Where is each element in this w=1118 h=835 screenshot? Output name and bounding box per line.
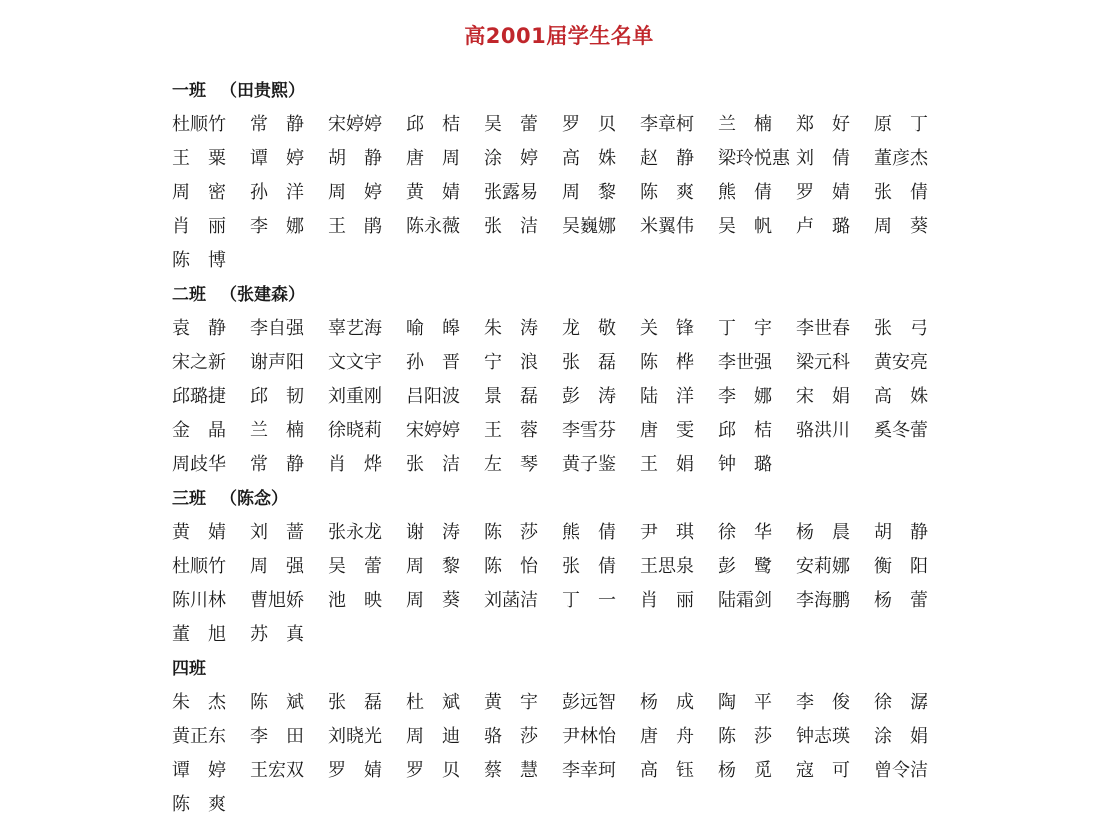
name-row: [172, 176, 972, 210]
name-row: [172, 720, 972, 754]
student-name: 李章柯: [640, 114, 694, 135]
page-title: 高2001届学生名单: [464, 24, 654, 48]
student-name: 周 葵: [406, 590, 460, 611]
student-name: 罗 贝: [562, 114, 616, 135]
student-name: 尹 琪: [640, 522, 694, 543]
student-name: 原 丁: [874, 114, 928, 135]
student-name: 徐 潺: [874, 692, 928, 713]
class-heading: [172, 652, 972, 686]
student-name: 陈 桦: [640, 352, 694, 373]
name-row: [172, 346, 972, 380]
student-name: 文文宇: [328, 352, 382, 373]
student-name: 邱璐捷: [172, 386, 226, 407]
student-name: 宁 浪: [484, 352, 538, 373]
student-name: 罗 婧: [328, 760, 382, 781]
student-name: 宋 娟: [796, 386, 850, 407]
student-name: 高 姝: [562, 148, 616, 169]
student-name: 宋之新: [172, 352, 226, 373]
student-name: 宋婷婷: [328, 114, 382, 135]
student-name: 吴 蕾: [328, 556, 382, 577]
student-name: 黄 宇: [484, 692, 538, 713]
name-row: [172, 108, 972, 142]
name-row: [172, 686, 972, 720]
student-name: 王 娟: [640, 454, 694, 475]
student-name: 钟志瑛: [796, 726, 850, 747]
student-name: 王宏双: [250, 760, 304, 781]
student-name: 孙 洋: [250, 182, 304, 203]
class-heading: [172, 278, 972, 312]
student-name: 郑 好: [796, 114, 850, 135]
student-name: 谢 涛: [406, 522, 460, 543]
student-name: 骆洪川: [796, 420, 850, 441]
student-name: 左 琴: [484, 454, 538, 475]
name-row: [172, 448, 972, 482]
student-name: 胡 静: [874, 522, 928, 543]
student-name: 陈永薇: [406, 216, 460, 237]
student-name: 刘菡洁: [484, 590, 538, 611]
student-name: 关 锋: [640, 318, 694, 339]
student-name: 刘 倩: [796, 148, 850, 169]
student-name: 张 弓: [874, 318, 928, 339]
student-name: 钟 璐: [718, 454, 772, 475]
student-name: 李 娜: [250, 216, 304, 237]
student-name: 尹林怡: [562, 726, 616, 747]
student-name: 朱 涛: [484, 318, 538, 339]
student-name: 周 葵: [874, 216, 928, 237]
student-name: 丁 宇: [718, 318, 772, 339]
student-name: 高 姝: [874, 386, 928, 407]
student-name: 张露易: [484, 182, 538, 203]
class-heading: [172, 482, 972, 516]
student-name: 兰 楠: [250, 420, 304, 441]
student-name: 李雪芬: [562, 420, 616, 441]
name-row: [172, 754, 972, 788]
class-heading: [172, 74, 972, 108]
student-name: 徐 华: [718, 522, 772, 543]
student-name: 景 磊: [484, 386, 538, 407]
student-name: 吕阳波: [406, 386, 460, 407]
student-name: 彭 涛: [562, 386, 616, 407]
student-name: 肖 烨: [328, 454, 382, 475]
student-name: 孙 晋: [406, 352, 460, 373]
student-name: 宋婷婷: [406, 420, 460, 441]
student-name: 梁元科: [796, 352, 850, 373]
class-name: 四班: [172, 659, 206, 679]
student-name: 刘 蔷: [250, 522, 304, 543]
student-name: 李世强: [718, 352, 772, 373]
student-name: 黄子鉴: [562, 454, 616, 475]
student-name: 谢声阳: [250, 352, 304, 373]
student-name: 黄 婧: [172, 522, 226, 543]
student-name: 奚冬蕾: [874, 420, 928, 441]
class-section: [172, 482, 972, 652]
student-name: 吴 帆: [718, 216, 772, 237]
student-name: 张 磊: [562, 352, 616, 373]
student-name: 陈 怡: [484, 556, 538, 577]
student-name: 高 钰: [640, 760, 694, 781]
name-row: [172, 788, 972, 822]
student-name: 米翼伟: [640, 216, 694, 237]
name-row: [172, 618, 972, 652]
student-name: 张 倩: [562, 556, 616, 577]
student-name: 辜艺海: [328, 318, 382, 339]
student-name: 周 黎: [406, 556, 460, 577]
student-name: 肖 丽: [172, 216, 226, 237]
student-name: 杜顺竹: [172, 556, 226, 577]
student-name: 丁 一: [562, 590, 616, 611]
student-name: 王 蓉: [484, 420, 538, 441]
student-name: 涂 娟: [874, 726, 928, 747]
student-name: 罗 贝: [406, 760, 460, 781]
student-name: 周 迪: [406, 726, 460, 747]
class-teacher: （田贵熙）: [220, 81, 305, 101]
student-name: 黄安亮: [874, 352, 928, 373]
student-name: 吴巍娜: [562, 216, 616, 237]
student-name: 陈 爽: [172, 794, 226, 815]
student-name: 唐 雯: [640, 420, 694, 441]
student-name: 蔡 慧: [484, 760, 538, 781]
student-name: 邱 桔: [406, 114, 460, 135]
student-name: 梁玲悦惠: [718, 148, 790, 169]
student-name: 骆 莎: [484, 726, 538, 747]
student-name: 熊 倩: [718, 182, 772, 203]
student-name: 袁 静: [172, 318, 226, 339]
student-name: 张 倩: [874, 182, 928, 203]
student-name: 池 映: [328, 590, 382, 611]
class-name: 二班: [172, 285, 206, 305]
student-name: 李 俊: [796, 692, 850, 713]
student-name: 董彦杰: [874, 148, 928, 169]
student-name: 杜 斌: [406, 692, 460, 713]
student-name: 涂 婷: [484, 148, 538, 169]
name-row: [172, 414, 972, 448]
student-name: 周 密: [172, 182, 226, 203]
name-row: [172, 312, 972, 346]
class-name: 三班: [172, 489, 206, 509]
student-name: 刘晓光: [328, 726, 382, 747]
class-name: 一班: [172, 81, 206, 101]
student-name: 常 静: [250, 114, 304, 135]
student-name: 李自强: [250, 318, 304, 339]
student-list: [172, 74, 972, 822]
name-row: [172, 550, 972, 584]
student-name: 胡 静: [328, 148, 382, 169]
student-name: 李 娜: [718, 386, 772, 407]
student-name: 杜顺竹: [172, 114, 226, 135]
student-name: 张永龙: [328, 522, 382, 543]
student-name: 苏 真: [250, 624, 304, 645]
name-row: [172, 516, 972, 550]
student-name: 李海鹏: [796, 590, 850, 611]
student-name: 刘重刚: [328, 386, 382, 407]
student-name: 黄 婧: [406, 182, 460, 203]
student-name: 曹旭娇: [250, 590, 304, 611]
class-section: [172, 74, 972, 278]
student-name: 陆 洋: [640, 386, 694, 407]
student-name: 陶 平: [718, 692, 772, 713]
student-name: 朱 杰: [172, 692, 226, 713]
student-name: 唐 舟: [640, 726, 694, 747]
student-name: 张 磊: [328, 692, 382, 713]
name-row: [172, 142, 972, 176]
student-name: 罗 婧: [796, 182, 850, 203]
student-name: 常 静: [250, 454, 304, 475]
student-name: 吴 蕾: [484, 114, 538, 135]
student-name: 陈 莎: [484, 522, 538, 543]
student-name: 杨 成: [640, 692, 694, 713]
student-name: 邱 韧: [250, 386, 304, 407]
student-name: 曾令洁: [874, 760, 928, 781]
student-name: 张 洁: [406, 454, 460, 475]
class-teacher: （陈念）: [220, 489, 288, 509]
student-name: 陈 博: [172, 250, 226, 271]
student-name: 安莉娜: [796, 556, 850, 577]
student-name: 王思泉: [640, 556, 694, 577]
student-name: 徐晓莉: [328, 420, 382, 441]
student-name: 肖 丽: [640, 590, 694, 611]
student-name: 寇 可: [796, 760, 850, 781]
student-name: 陈 爽: [640, 182, 694, 203]
student-name: 李幸珂: [562, 760, 616, 781]
student-name: 彭 鹭: [718, 556, 772, 577]
student-name: 邱 桔: [718, 420, 772, 441]
name-row: [172, 244, 972, 278]
student-name: 卢 璐: [796, 216, 850, 237]
student-name: 陈 斌: [250, 692, 304, 713]
student-name: 黄正东: [172, 726, 226, 747]
student-name: 喻 皞: [406, 318, 460, 339]
student-name: 陈川林: [172, 590, 226, 611]
student-name: 周 婷: [328, 182, 382, 203]
student-name: 谭 婷: [250, 148, 304, 169]
student-name: 陆霜剑: [718, 590, 772, 611]
student-name: 周 黎: [562, 182, 616, 203]
student-name: 熊 倩: [562, 522, 616, 543]
class-section: [172, 652, 972, 822]
student-name: 周歧华: [172, 454, 226, 475]
student-name: 龙 敬: [562, 318, 616, 339]
student-name: 张 洁: [484, 216, 538, 237]
name-row: [172, 380, 972, 414]
student-name: 金 晶: [172, 420, 226, 441]
student-name: 王 鹃: [328, 216, 382, 237]
student-name: 王 粟: [172, 148, 226, 169]
student-name: 赵 静: [640, 148, 694, 169]
student-name: 杨 蕾: [874, 590, 928, 611]
student-name: 兰 楠: [718, 114, 772, 135]
student-name: 李 田: [250, 726, 304, 747]
student-name: 陈 莎: [718, 726, 772, 747]
class-teacher: （张建森）: [220, 285, 305, 305]
name-row: [172, 210, 972, 244]
class-section: [172, 278, 972, 482]
student-name: 杨 晨: [796, 522, 850, 543]
student-name: 周 强: [250, 556, 304, 577]
student-name: 彭远智: [562, 692, 616, 713]
student-name: 杨 觅: [718, 760, 772, 781]
name-row: [172, 584, 972, 618]
student-name: 衡 阳: [874, 556, 928, 577]
student-name: 董 旭: [172, 624, 226, 645]
student-name: 李世春: [796, 318, 850, 339]
student-name: 谭 婷: [172, 760, 226, 781]
student-name: 唐 周: [406, 148, 460, 169]
